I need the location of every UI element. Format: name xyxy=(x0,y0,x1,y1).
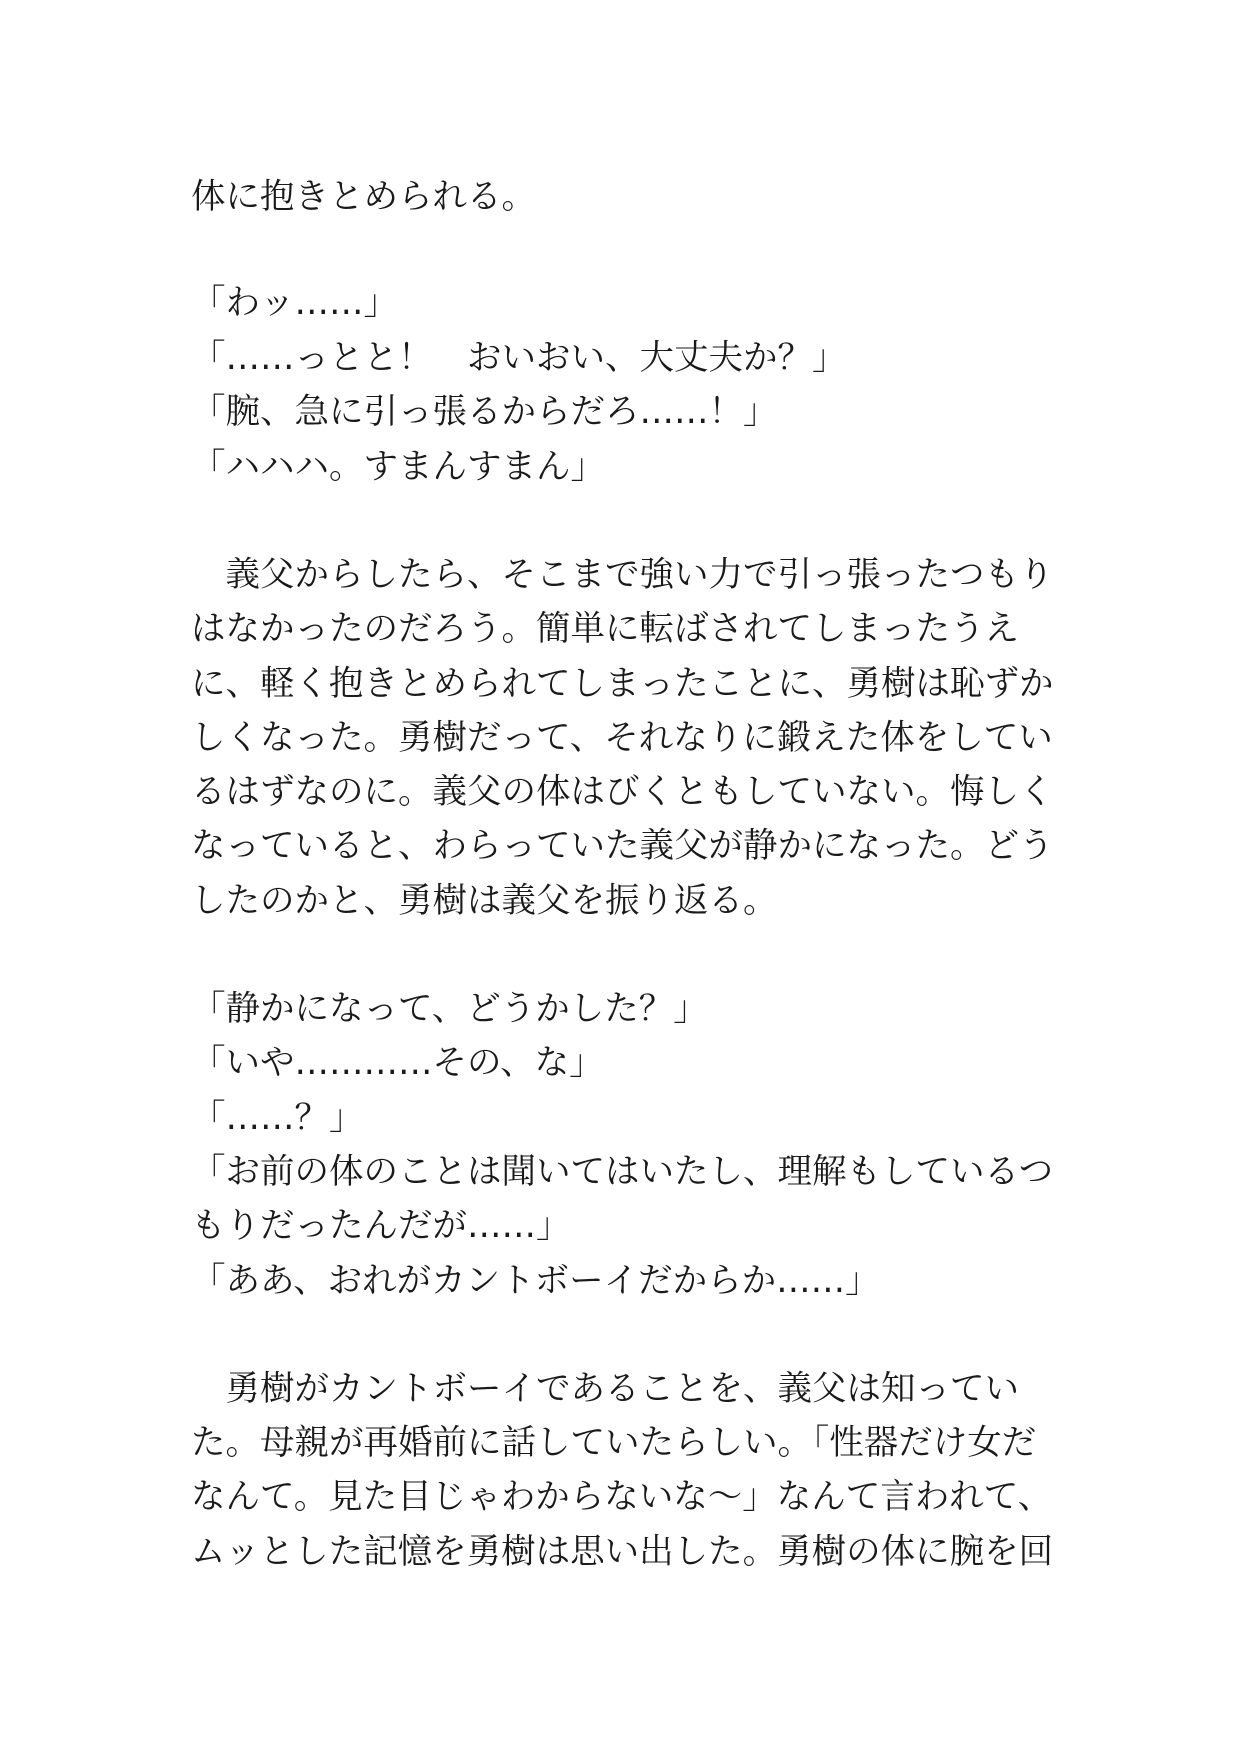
dialogue-line: 「ハハハ。すまんすまん」 xyxy=(191,447,605,487)
text-line: 勇樹がカントボーイであることを、義父は知ってい xyxy=(191,1369,1019,1409)
text-line: しくなった。勇樹だって、それなりに鍛えた体をしてい xyxy=(191,718,1053,758)
text-line: なんて。見た目じゃわからないな〜」なんて言われて、 xyxy=(191,1477,1053,1517)
text-line: したのかと、勇樹は義父を振り返る。 xyxy=(191,881,778,921)
text-line: ムッとした記憶を勇樹は思い出した。勇樹の体に腕を回 xyxy=(191,1532,1054,1572)
text-line: るはずなのに。義父の体はびくともしていない。悔しく xyxy=(191,772,1054,812)
text-line: なっていると、わらっていた義父が静かになった。どう xyxy=(191,826,1054,866)
dialogue-line: 「わッ……」 xyxy=(191,283,398,323)
dialogue-line: 「……？」 xyxy=(191,1098,364,1138)
text-line: 体に抱きとめられる。 xyxy=(191,177,536,217)
text-line: 義父からしたら、そこまで強い力で引っ張ったつもり xyxy=(191,555,1054,595)
text-line: に、軽く抱きとめられてしまったことに、勇樹は恥ずか xyxy=(191,664,1054,704)
dialogue-line: 「腕、急に引っ張るからだろ……！」 xyxy=(191,392,778,432)
dialogue-line: 「静かになって、どうかした？」 xyxy=(191,989,708,1029)
dialogue-line: 「ああ、おれがカントボーイだからか……」 xyxy=(191,1261,880,1301)
text-line: はなかったのだろう。簡単に転ばされてしまったうえ xyxy=(191,609,1019,649)
dialogue-line: 「お前の体のことは聞いてはいたし、理解もしているつ xyxy=(191,1152,1054,1192)
dialogue-line: もりだったんだが……」 xyxy=(191,1206,571,1246)
dialogue-line: 「……っとと！ おいおい、大丈夫か？」 xyxy=(191,338,847,378)
text-line: た。母親が再婚前に話していたらしい。「性器だけ女だ xyxy=(191,1423,1037,1463)
dialogue-line: 「いや…………その、な」 xyxy=(191,1043,604,1083)
